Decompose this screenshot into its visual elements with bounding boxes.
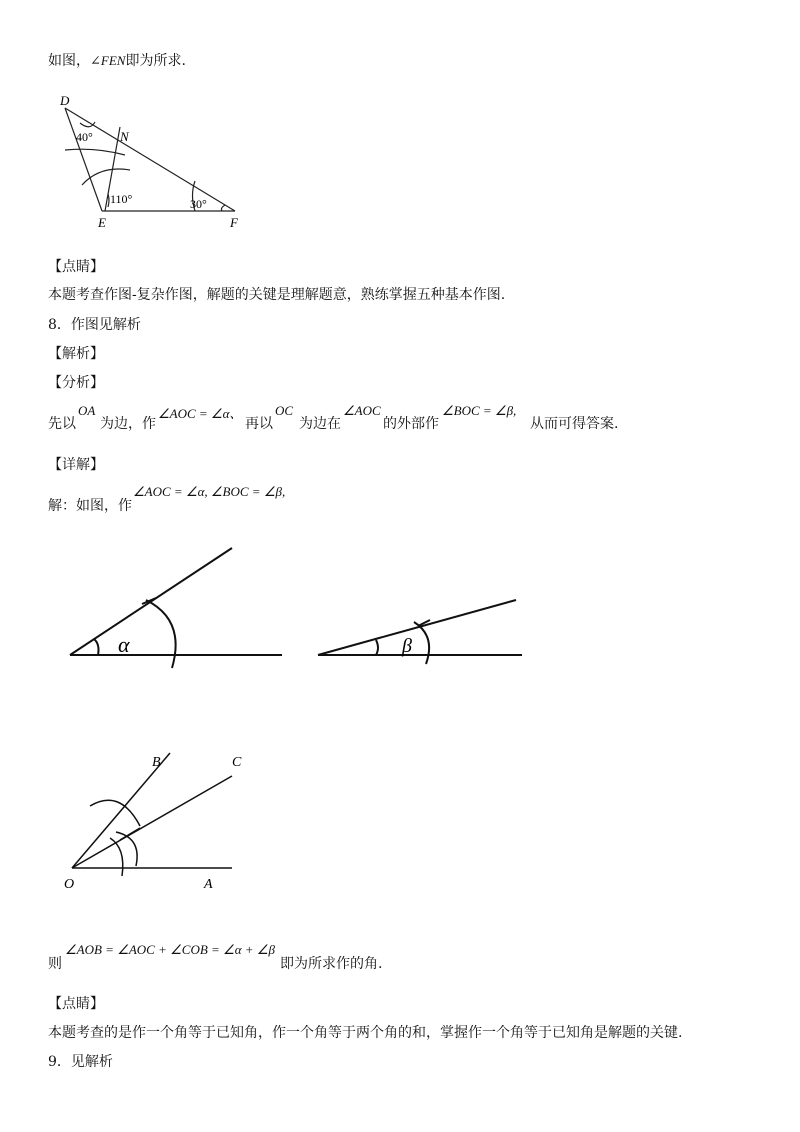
xiangjie-title: 【详解】 [48,457,104,473]
fenxi-m1: OA [78,403,96,418]
then-suffix: 即为所求作的角. [280,956,383,972]
conclusion-math: ∠FEN [90,53,126,68]
dianjing-text-7: 本题考查作图-复杂作图，解题的关键是理解题意，熟练掌握五种基本作图. [48,287,506,303]
dianjing-title-7: 【点睛】 [48,259,104,275]
conclusion-line [48,52,186,70]
label-C: C [232,755,242,770]
given-angles-figure [60,540,540,670]
angle-40: 40° [76,130,93,144]
jiexi-title: 【解析】 [48,346,104,362]
label-F: F [230,215,238,230]
label-E: E [98,215,106,230]
alpha-label: α [118,632,130,657]
then-math: ∠AOB = ∠AOC + ∠COB = ∠α + ∠β [65,942,275,957]
triangle-def-figure [50,95,250,230]
solution-math: ∠AOC = ∠α, ∠BOC = ∠β, [133,484,286,499]
label-A: A [204,877,213,892]
label-D: D [60,93,70,108]
angle-30: 30° [190,197,207,211]
conclusion-suffix: 即为所求. [125,53,186,69]
dianjing-title-8: 【点睛】 [48,996,104,1012]
then-prefix: 则 [48,956,62,972]
fenxi-t1: 先以 [48,416,76,432]
label-O: O [64,877,75,892]
constructed-angle-figure [60,748,260,893]
dianjing-text-8: 本题考查的是作一个角等于已知角，作一个角等于两个角的和，掌握作一个角等于已知角是解题的关键. [48,1025,683,1041]
solution-prefix: 解：如图，作 [48,498,132,514]
fenxi-m5: ∠BOC = ∠β, [442,403,517,418]
section-9-header: 9．见解析 [48,1054,113,1070]
beta-label: β [402,635,412,657]
fenxi-t3: 再以 [245,416,273,432]
fenxi-t4: 为边在 [299,416,341,432]
label-N: N [120,129,129,144]
fenxi-m4: ∠AOC [343,403,381,418]
label-B: B [152,755,161,770]
fenxi-t5: 的外部作 [383,416,439,432]
fenxi-t6: 从而可得答案. [530,416,619,432]
fenxi-title: 【分析】 [48,375,104,391]
fenxi-t2: 为边，作 [100,416,156,432]
section-8-header: 8．作图见解析 [48,317,141,333]
fenxi-m3: OC [275,403,294,418]
fenxi-m2: ∠AOC = ∠α、 [158,406,243,421]
angle-110: 110° [110,192,133,206]
conclusion-prefix: 如图， [48,53,90,69]
